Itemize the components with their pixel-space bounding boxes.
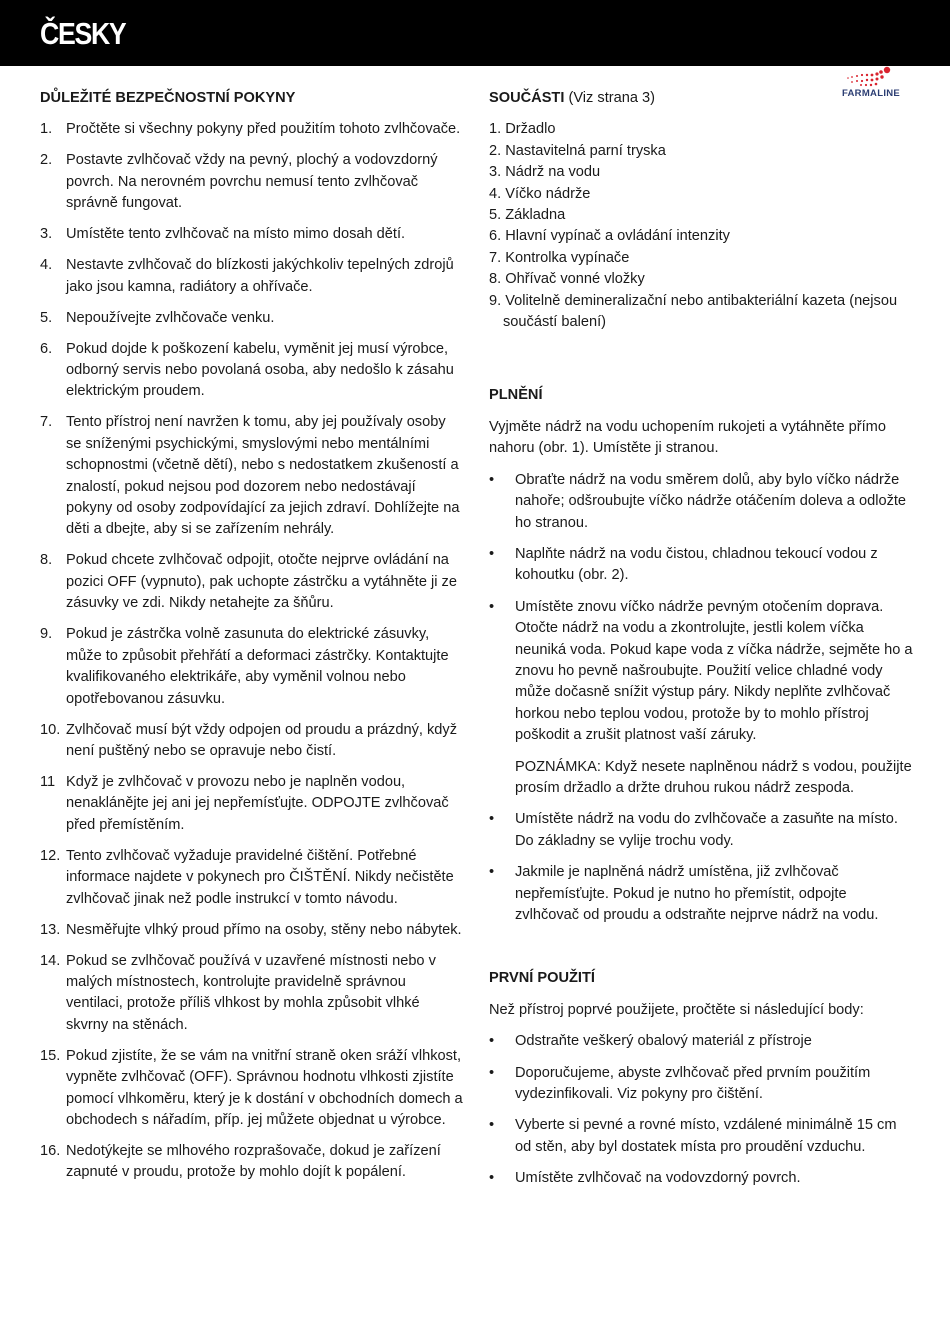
bullet-icon: •	[489, 864, 495, 881]
parts-list	[489, 119, 914, 333]
safety-item-text: Pokud zjistíte, že se vám na vnitřní straně oken sráží vlhkost, vypněte zvlhčovač (OFF). Správnou hodnotu vlhkosti zjistíte pomocí vlhkoměru, který je k dostání v obchodních domech a obchodech s nářadím, příp. jej můžete objednat u výrobce.	[66, 1047, 463, 1128]
bullet-icon: •	[489, 545, 495, 562]
part-item: 5. Základna	[489, 207, 566, 224]
bullet-item	[489, 862, 914, 926]
right-column	[489, 88, 914, 1200]
safety-item	[40, 412, 465, 540]
safety-item-text: Postavte zvlhčovač vždy na pevný, plochý a vodovzdorný povrch. Na nerovném povrchu nemusí tento zvlhčovač správně fungovat.	[66, 152, 438, 212]
safety-item-text: Zvlhčovač musí být vždy odpojen od proudu a prázdný, když není puštěný nebo se opravuje nebo čistí.	[66, 721, 457, 759]
safety-item-number: 8.	[40, 552, 53, 569]
safety-item-text: Tento přístroj není navržen k tomu, aby jej používaly osoby se sníženými psychickými, smyslovými nebo mentálními schopnostmi (včetně dětí), nebo s nedostatkem zkušeností a znalostí, pokud nejsou pod dozorem nebo nedostávají pokyny od osoby zodpovídající za jejich zdraví. Dohlížejte na děti a dbejte, aby si se zařízením nehrály.	[66, 414, 460, 538]
safety-item-number: 12.	[40, 847, 61, 864]
bullet-item	[489, 544, 914, 587]
parts-heading-label: SOUČÁSTI	[489, 90, 565, 106]
bullet-icon: •	[489, 598, 495, 615]
safety-item	[40, 1046, 465, 1132]
bullet-item	[489, 1031, 914, 1052]
bullet-icon: •	[489, 1170, 495, 1187]
bullet-icon: •	[489, 811, 495, 828]
bullet-icon: •	[489, 1117, 495, 1134]
safety-item	[40, 624, 465, 710]
safety-item-text: Umístěte tento zvlhčovač na místo mimo dosah dětí.	[66, 226, 406, 243]
safety-item	[40, 255, 465, 298]
bullet-icon: •	[489, 471, 495, 488]
safety-item	[40, 224, 465, 245]
safety-item	[40, 1141, 465, 1184]
first-use-bullets	[489, 1031, 914, 1189]
safety-item-text: Pokud se zvlhčovač používá v uzavřené místnosti nebo v malých místnostech, kontrolujte pravidelně správnou ventilaci, protože příliš vlhkost by mohla způsobit vlhké skvrny na stěnách.	[66, 952, 436, 1033]
safety-item	[40, 772, 465, 836]
safety-item	[40, 150, 465, 214]
part-item: 2. Nastavitelná parní tryska	[489, 142, 666, 159]
safety-list	[40, 119, 465, 1183]
safety-item	[40, 951, 465, 1037]
filling-note: POZNÁMKA: Když nesete naplněnou nádrž s vodou, použijte prosím držadlo a držte druhou rukou nádrž zespoda.	[515, 758, 912, 796]
safety-item	[40, 339, 465, 403]
safety-item-number: 11	[40, 773, 56, 790]
filling-bullets-secondary	[489, 809, 914, 926]
safety-item-number: 15.	[40, 1047, 61, 1064]
safety-item-number: 3.	[40, 226, 53, 243]
part-item: 4. Víčko nádrže	[489, 185, 591, 202]
parts-heading-sub: (Viz strana 3)	[568, 90, 655, 106]
bullet-text: Naplňte nádrž na vodu čistou, chladnou tekoucí vodou z kohoutku (obr. 2).	[515, 545, 878, 584]
safety-item	[40, 119, 465, 140]
safety-item-text: Pokud dojde k poškození kabelu, vyměnit jej musí výrobce, odborný servis nebo povolaná osoba, aby nedošlo k zásahu elektrickým proudem.	[66, 340, 454, 400]
safety-item-number: 14.	[40, 952, 61, 969]
safety-item-text: Nestavte zvlhčovač do blízkosti jakýchkoliv tepelných zdrojů jako jsou kamna, radiátory a ohřívače.	[66, 257, 454, 295]
first-use-intro: Než přístroj poprvé použijete, pročtěte si následující body:	[489, 1001, 864, 1018]
safety-item	[40, 846, 465, 910]
bullet-text: Jakmile je naplněná nádrž umístěna, již zvlhčovač nepřemísťujte. Pokud je nutno ho přemístit, odpojte zvlhčovač od proudu a odstraňte nejprve nádrž na vodu.	[515, 864, 879, 923]
filling-heading: PLNĚNÍ	[489, 387, 543, 404]
bullet-text: Umístěte nádrž na vodu do zvlhčovače a zasuňte na místo. Do základny se vylije trochu vody.	[515, 811, 898, 849]
safety-item-number: 6.	[40, 340, 53, 357]
safety-item-text: Nepoužívejte zvlhčovače venku.	[66, 309, 275, 326]
bullet-item	[489, 1063, 914, 1106]
page-title: ČESKY	[40, 16, 126, 51]
safety-item	[40, 308, 465, 329]
safety-item-text: Pokud je zástrčka volně zasunuta do elektrické zásuvky, může to způsobit přehřátí a deformaci zástrčky. Kontaktujte kvalifikovaného elektrikáře, aby vyměnil volnou nebo opotřebovanou zásuvku.	[66, 626, 449, 707]
part-item: 3. Nádrž na vodu	[489, 164, 601, 181]
bullet-text: Umístěte zvlhčovač na vodovzdorný povrch.	[515, 1170, 801, 1187]
safety-item	[40, 720, 465, 763]
safety-item-number: 13.	[40, 921, 61, 938]
safety-item-text: Tento zvlhčovač vyžaduje pravidelné čištění. Potřebné informace najdete v pokynech pro ČIŠTĚNÍ. Nikdy nečistěte zvlhčovač jinak než podle instrukcí v tomto návodu.	[66, 847, 454, 907]
safety-item-text: Nesměřujte vlhký proud přímo na osoby, stěny nebo nábytek.	[66, 921, 462, 938]
part-item: 6. Hlavní vypínač a ovládání intenzity	[489, 228, 730, 245]
bullet-text: Vyberte si pevné a rovné místo, vzdálené minimálně 15 cm od stěn, aby byl dostatek místa pro proudění vzduchu.	[515, 1117, 897, 1155]
first-use-heading: PRVNÍ POUŽITÍ	[489, 970, 595, 987]
part-item: 1. Držadlo	[489, 121, 556, 138]
bullet-item	[489, 809, 914, 852]
bullet-item	[489, 597, 914, 747]
part-item: 9. Volitelně demineralizační nebo antibakteriální kazeta (nejsou součástí balení)	[489, 292, 898, 331]
safety-item-text: Pokud chcete zvlhčovač odpojit, otočte nejprve ovládání na pozici OFF (vypnuto), pak uchopte zástrčku a vytáhněte ji ze zásuvky ve zdi. Nikdy netahejte za šňůru.	[66, 552, 457, 612]
bullet-text: Umístěte znovu víčko nádrže pevným otočením doprava. Otočte nádrž na vodu a zkontrolujte, jestli kolem víčka neuniká voda. Pokud kape voda z víčka nádrže, sejměte ho a znovu ho pevně našroubujte. Použití velice chladné vody může dočasně snížit výstup páry. Nikdy neplňte zvlhčovač horkou nebo teplou vodou, protože by to mohlo přístroj poškodit a zrušit platnost vaší záruky.	[515, 598, 913, 744]
bullet-text: Doporučujeme, abyste zvlhčovač před prvním použitím vydezinfikovali. Viz pokyny pro čištění.	[515, 1064, 871, 1103]
safety-item-text: Nedotýkejte se mlhového rozprašovače, dokud je zařízení zapnuté v proudu, protože by mohlo dojít k popálení.	[66, 1142, 441, 1181]
logo-text: FARMALINE	[841, 88, 901, 99]
header-bar	[0, 0, 950, 66]
safety-item	[40, 550, 465, 614]
parts-heading	[489, 88, 914, 109]
safety-item	[40, 920, 465, 941]
safety-item-text: Když je zvlhčovač v provozu nebo je naplněn vodou, nenaklánějte jej ani jej nepřemísťujte. ODPOJTE zvlhčovač před přemístěním.	[66, 773, 449, 833]
logo-dots-icon	[834, 66, 914, 88]
safety-item-number: 4.	[40, 257, 53, 274]
filling-bullets	[489, 470, 914, 747]
safety-item-number: 10.	[40, 721, 61, 738]
bullet-item	[489, 470, 914, 534]
safety-item-text: Pročtěte si všechny pokyny před použitím tohoto zvlhčovače.	[66, 121, 461, 138]
part-item: 7. Kontrolka vypínače	[489, 249, 630, 266]
safety-item-number: 1.	[40, 121, 53, 138]
safety-item-number: 16.	[40, 1142, 61, 1159]
bullet-item	[489, 1115, 914, 1158]
bullet-text: Obraťte nádrž na vodu směrem dolů, aby bylo víčko nádrže nahoře; odšroubujte víčko nádrže otáčením doleva a odložte ho stranou.	[515, 471, 907, 531]
safety-item-number: 7.	[40, 414, 53, 431]
part-item: 8. Ohřívač vonné vložky	[489, 271, 645, 288]
safety-heading: DŮLEŽITÉ BEZPEČNOSTNÍ POKYNY	[40, 90, 296, 106]
bullet-item	[489, 1168, 914, 1189]
safety-item-number: 5.	[40, 309, 53, 326]
bullet-icon: •	[489, 1064, 495, 1081]
safety-item-number: 2.	[40, 152, 53, 169]
bullet-text: Odstraňte veškerý obalový materiál z přístroje	[515, 1033, 812, 1050]
filling-intro: Vyjměte nádrž na vodu uchopením rukojeti a vytáhněte přímo nahoru (obr. 1). Umístěte ji stranou.	[489, 418, 886, 457]
bullet-icon: •	[489, 1033, 495, 1050]
safety-item-number: 9.	[40, 626, 53, 643]
left-column	[40, 88, 465, 1193]
